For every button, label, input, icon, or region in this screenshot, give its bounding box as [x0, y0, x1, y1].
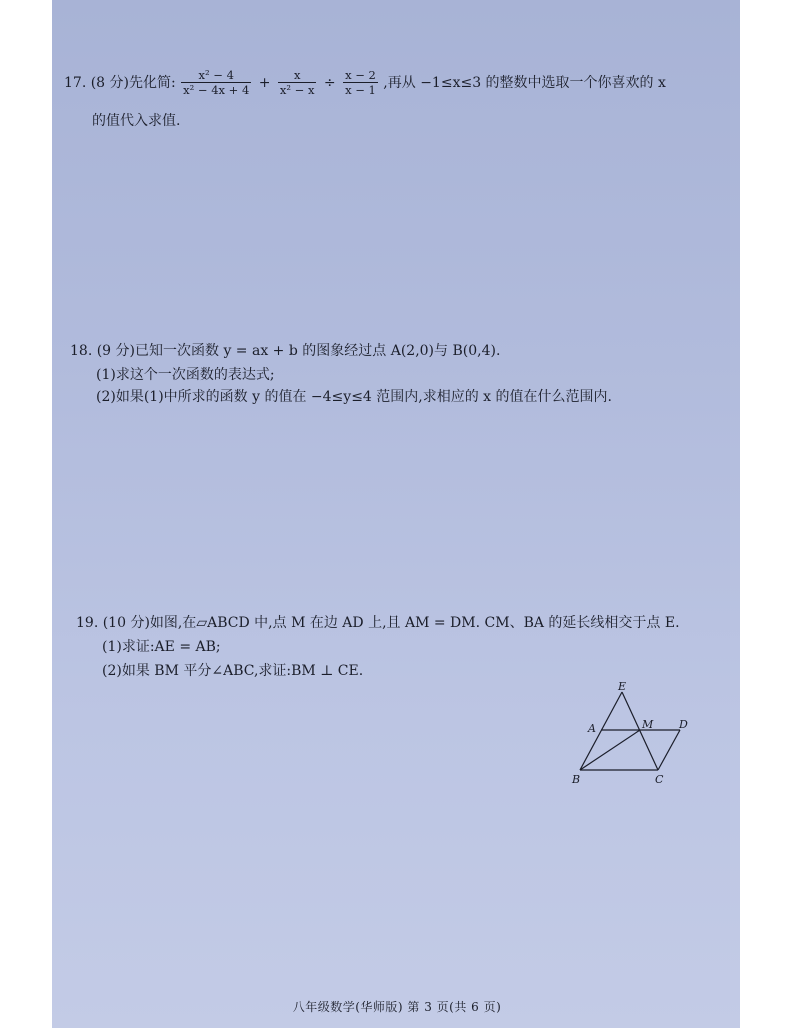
q18-line-2: (1)求这个一次函数的表达式;	[96, 367, 275, 383]
q17-prefix: 17. (8 分)先化简:	[64, 74, 176, 91]
question-17	[64, 68, 666, 97]
segment-D-C	[658, 730, 680, 770]
q19-line-1: 19. (10 分)如图,在▱ABCD 中,点 M 在边 AD 上,且 AM = DM. CM、BA 的延长线相交于点 E.	[76, 615, 680, 631]
q17-frac3-denominator: x − 1	[345, 83, 376, 97]
q19-line-2: (1)求证:AE = AB;	[102, 639, 221, 655]
q17-suffix: ,再从 −1≤x≤3 的整数中选取一个你喜欢的 x	[383, 74, 666, 91]
q17-line-2: 的值代入求值.	[92, 113, 181, 129]
q17-fraction-3	[343, 68, 378, 97]
label-E: E	[618, 680, 627, 693]
segment-E-C	[622, 692, 658, 770]
q18-line-1: 18. (9 分)已知一次函数 y = ax + b 的图象经过点 A(2,0)与 B(0,4).	[70, 343, 501, 359]
label-C: C	[655, 773, 664, 786]
page-footer: 八年级数学(华师版) 第 3 页(共 6 页)	[292, 1000, 502, 1014]
label-A: A	[588, 722, 596, 735]
q17-frac3-numerator: x − 2	[345, 68, 376, 82]
q17-frac2-denominator: x² − x	[279, 83, 315, 97]
q17-frac1-denominator: x² − 4x + 4	[183, 83, 250, 97]
label-D: D	[679, 718, 688, 731]
q18-line-3: (2)如果(1)中所求的函数 y 的值在 −4≤y≤4 范围内,求相应的 x 的值在什么范围内.	[96, 389, 612, 405]
q19-line-3: (2)如果 BM 平分∠ABC,求证:BM ⊥ CE.	[102, 663, 364, 679]
q17-fraction-2	[278, 68, 317, 97]
q17-operator-divide: ÷	[323, 74, 336, 91]
exam-paper	[52, 0, 740, 1028]
segment-B-M	[580, 730, 640, 770]
q17-frac1-numerator: x² − 4	[181, 68, 251, 83]
q17-frac2-numerator: x	[278, 68, 317, 83]
q17-fraction-1	[181, 68, 251, 97]
segment-E-B	[580, 692, 622, 770]
label-B: B	[572, 773, 581, 786]
parallelogram-figure	[566, 680, 696, 790]
q17-operator-plus: +	[258, 74, 271, 91]
label-M: M	[642, 718, 654, 731]
